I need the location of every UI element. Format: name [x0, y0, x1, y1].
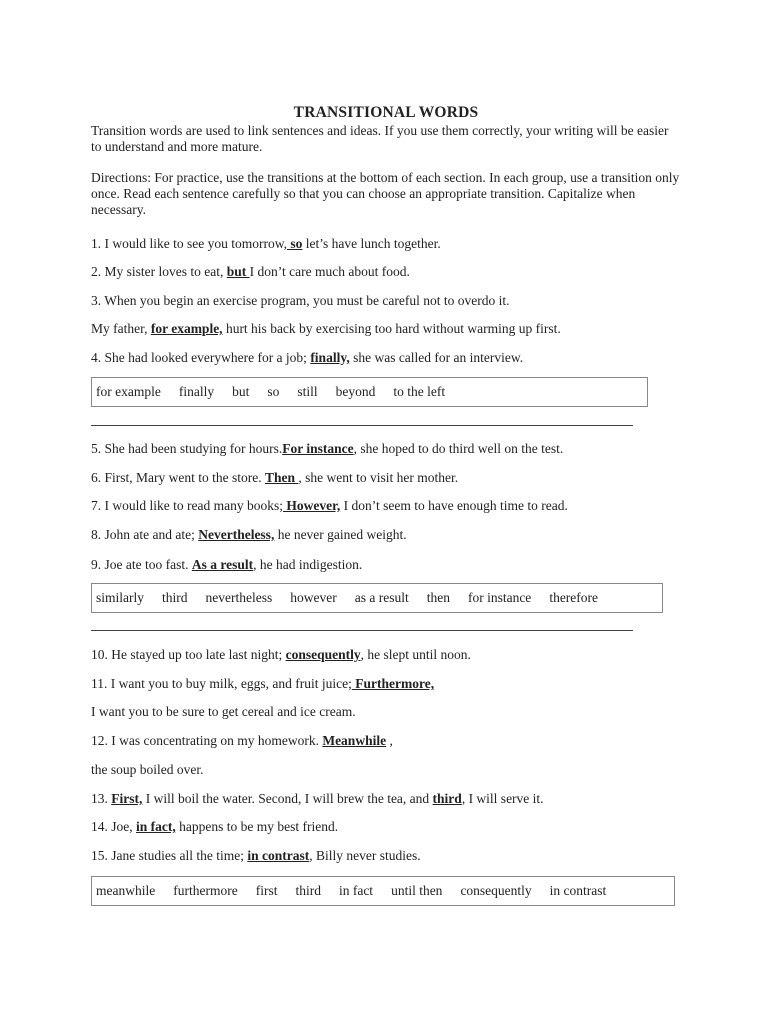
word-bank-1: [91, 377, 648, 407]
divider-1: [91, 425, 633, 426]
word-bank-item: nevertheless: [205, 590, 273, 605]
sentence-9: 9. Joe ate too fast. As a result, he had indigestion.: [91, 557, 363, 572]
answer-5: For instance: [282, 441, 354, 456]
answer-13a: First,: [111, 791, 143, 806]
answer-9: As a result: [191, 557, 254, 572]
answer-2: but: [226, 264, 250, 279]
sentence-11a: 11. I want you to buy milk, eggs, and fruit juice; Furthermore,: [91, 676, 435, 691]
sentence-12b: the soup boiled over.: [91, 762, 204, 777]
directions-paragraph: Directions: For practice, use the transitions at the bottom of each section. In each group, use a transition only once. Read each sentence carefully so that you can choose an appropriate transition. Capitalize when necessary.: [91, 170, 680, 217]
answer-8: Nevertheless,: [198, 527, 275, 542]
word-bank-item: for example: [96, 384, 161, 399]
word-bank-item: first: [255, 883, 278, 898]
divider-2: [91, 630, 633, 631]
answer-1: so: [286, 236, 303, 251]
sentence-5: 5. She had been studying for hours.For instance, she hoped to do third well on the test.: [91, 441, 564, 456]
word-bank-item: to the left: [393, 384, 446, 399]
sentence-15: 15. Jane studies all the time; in contrast, Billy never studies.: [91, 848, 421, 863]
word-bank-item: until then: [391, 883, 443, 898]
sentence-1: 1. I would like to see you tomorrow, so let’s have lunch together.: [91, 236, 441, 251]
word-bank-item: beyond: [335, 384, 376, 399]
worksheet-title: TRANSITIONAL WORDS: [293, 104, 479, 121]
sentence-14: 14. Joe, in fact, happens to be my best friend.: [91, 819, 339, 834]
word-bank-item: furthermore: [173, 883, 238, 898]
word-bank-item: in contrast: [549, 883, 607, 898]
answer-6: Then: [264, 470, 299, 485]
word-bank-item: therefore: [549, 590, 599, 605]
word-bank-item: third: [162, 590, 188, 605]
answer-10: consequently: [285, 647, 361, 662]
sentence-2: 2. My sister loves to eat, but I don’t care much about food.: [91, 264, 410, 279]
word-bank-item: finally: [178, 384, 215, 399]
word-bank-item: but: [232, 384, 250, 399]
sentence-13: 13. First, I will boil the water. Second, I will brew the tea, and third, I will serve it.: [91, 791, 544, 806]
sentence-8: 8. John ate and ate; Nevertheless, he never gained weight.: [91, 527, 407, 542]
sentence-4: 4. She had looked everywhere for a job; finally, she was called for an interview.: [91, 350, 524, 365]
word-bank-item: as a result: [354, 590, 409, 605]
answer-11: Furthermore,: [351, 676, 435, 691]
word-bank-item: third: [295, 883, 321, 898]
word-bank-item: however: [290, 590, 337, 605]
word-bank-3: [91, 876, 675, 906]
answer-15: in contrast: [247, 848, 310, 863]
word-bank-item: similarly: [96, 590, 144, 605]
word-bank-item: for instance: [467, 590, 532, 605]
answer-7: However,: [282, 498, 341, 513]
word-bank-item: in fact: [338, 883, 374, 898]
answer-4: finally,: [310, 350, 350, 365]
sentence-3a: 3. When you begin an exercise program, you must be careful not to overdo it.: [91, 293, 510, 308]
sentence-10: 10. He stayed up too late last night; consequently, he slept until noon.: [91, 647, 471, 662]
word-bank-item: then: [426, 590, 450, 605]
word-bank-2: [91, 583, 663, 613]
answer-12: Meanwhile: [322, 733, 387, 748]
word-bank-item: so: [267, 384, 280, 399]
intro-paragraph: Transition words are used to link sentences and ideas. If you use them correctly, your writing will be easier to understand and more mature.: [91, 123, 669, 154]
word-bank-item: consequently: [460, 883, 532, 898]
sentence-3b: My father, for example, hurt his back by exercising too hard without warming up first.: [91, 321, 561, 336]
word-bank-item: still: [297, 384, 318, 399]
sentence-6: 6. First, Mary went to the store. Then , she went to visit her mother.: [91, 470, 459, 485]
sentence-11b: I want you to be sure to get cereal and ice cream.: [91, 704, 356, 719]
answer-13b: third: [432, 791, 462, 806]
sentence-7: 7. I would like to read many books; However, I don’t seem to have enough time to read.: [91, 498, 568, 513]
answer-3: for example,: [150, 321, 223, 336]
sentence-12a: 12. I was concentrating on my homework. Meanwhile ,: [91, 733, 393, 748]
answer-14: in fact,: [136, 819, 176, 834]
word-bank-item: meanwhile: [96, 883, 156, 898]
